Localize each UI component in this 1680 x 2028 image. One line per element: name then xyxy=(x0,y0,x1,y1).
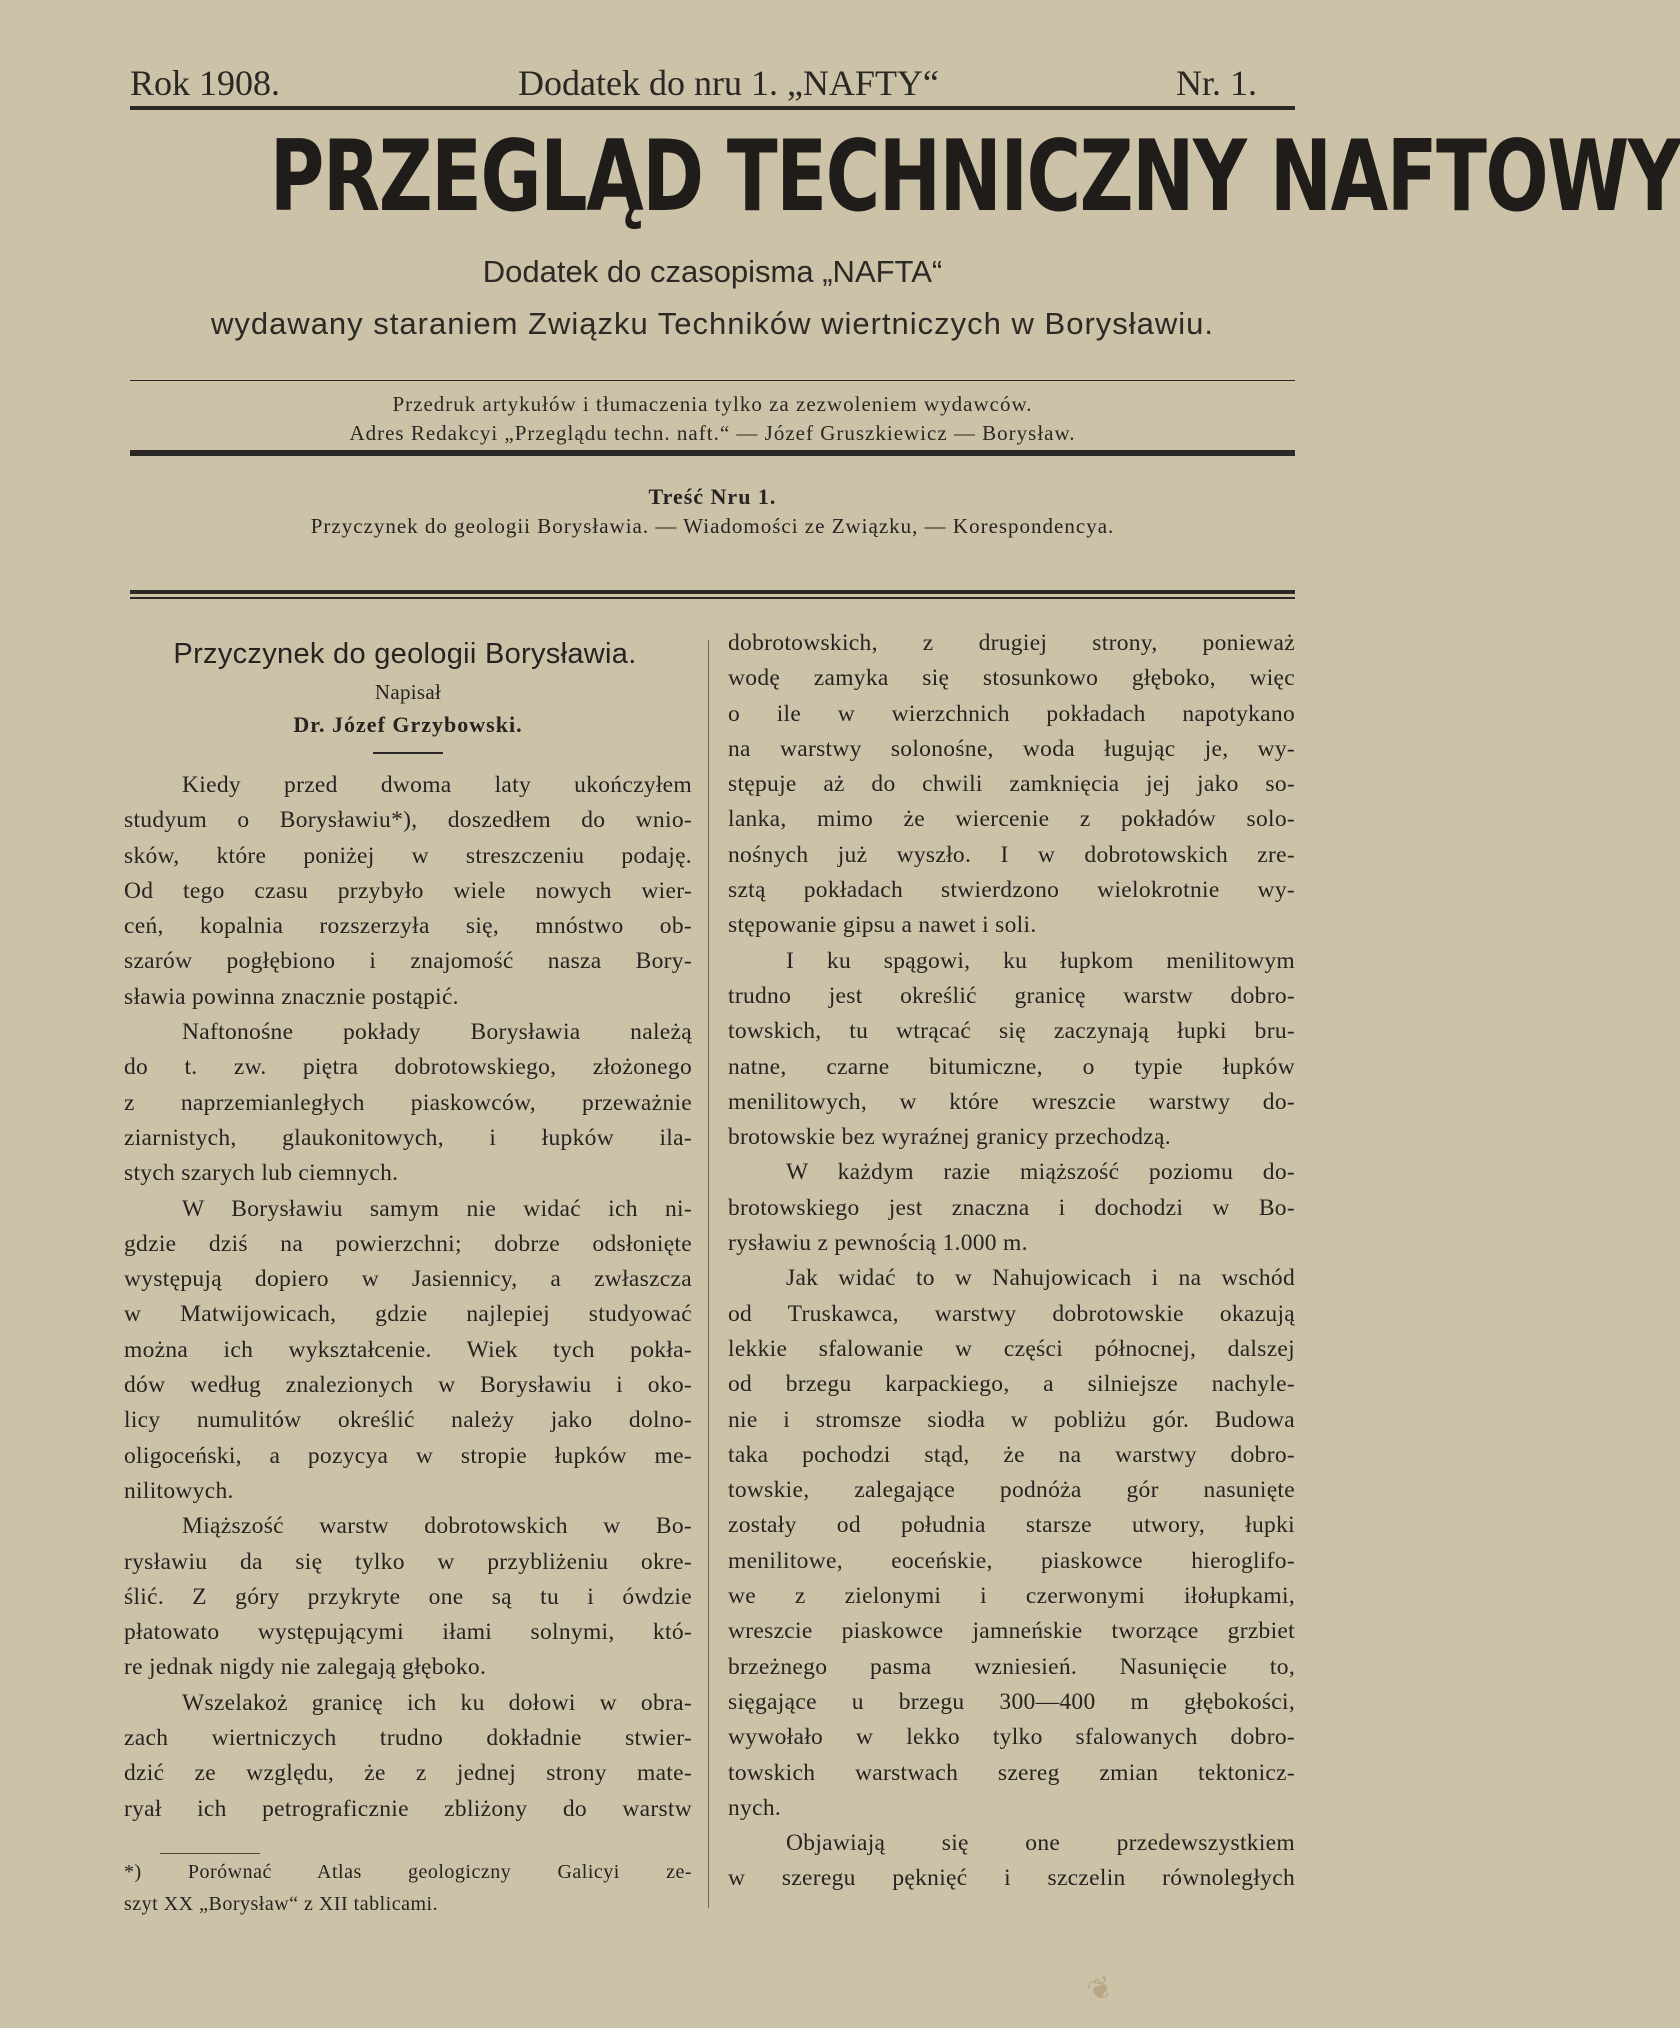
text-line: do t. zw. piętra dobrotowskiego, złożonego xyxy=(124,1054,692,1081)
text-line: nie i stromsze siodła w pobliżu gór. Budowa xyxy=(728,1406,1295,1433)
text-line: dów według znalezionych w Borysławiu i oko- xyxy=(124,1372,692,1399)
text-line: Miąższość warstw dobrotowskich w Bo- xyxy=(182,1513,692,1540)
text-line: trudno jest określić granicę warstw dobro- xyxy=(728,982,1295,1009)
text-line: sięgające u brzegu 300—400 m głębokości, xyxy=(728,1688,1295,1715)
text-line: stych szarych lub ciemnych. xyxy=(124,1160,399,1187)
text-line: rysławiu z pewnością 1.000 m. xyxy=(728,1230,1028,1257)
contents-items: Przyczynek do geologii Borysławia. — Wiadomości ze Związku, — Korespondencya. xyxy=(310,514,1115,538)
text-line: towskie, zalegające podnóża gór nasunięte xyxy=(728,1477,1295,1504)
text-line: wodę zamyka się stosunkowo głęboko, więc xyxy=(728,665,1295,692)
footnote-rule xyxy=(160,1853,260,1854)
text-line: licy numulitów określić należy jako dolno- xyxy=(124,1407,692,1434)
text-line: oligoceński, a pozycya w stropie łupków me- xyxy=(124,1442,692,1469)
notice-bottom-rule xyxy=(130,450,1295,456)
right-column-text xyxy=(728,626,1295,1897)
text-line: Objawiają się one przedewszystkiem xyxy=(786,1830,1295,1857)
text-line: sztą pokładach stwierdzono wielokrotnie wy- xyxy=(728,877,1295,904)
header-line xyxy=(130,62,1295,112)
text-line: występują dopiero w Jasiennicy, a zwłaszcza xyxy=(124,1266,692,1293)
text-line: od Truskawca, warstwy dobrotowskie okazują xyxy=(728,1300,1295,1327)
text-line: towskich, tu wtrącać się zaczynają łupki bru- xyxy=(728,1018,1295,1045)
text-line: wywołało w lekko tylko sfalowanych dobro- xyxy=(728,1724,1295,1751)
contents-rule-1 xyxy=(130,590,1295,594)
text-line: re jednak nigdy nie zalegają głęboko. xyxy=(124,1654,487,1681)
text-line: szyt XX „Borysław“ z XII tablicami. xyxy=(124,1893,439,1915)
text-line: W Borysławiu samym nie widać ich ni- xyxy=(182,1195,692,1222)
text-line: taka pochodzi stąd, że na warstwy dobro- xyxy=(728,1441,1295,1468)
article-title: Przyczynek do geologii Borysławia. xyxy=(173,638,637,670)
footnote xyxy=(124,1856,692,1920)
text-line: Wszelakoż granicę ich ku dołowi w obra- xyxy=(182,1689,692,1716)
text-line: *) Porównać Atlas geologiczny Galicyi ze- xyxy=(124,1861,692,1883)
text-line: lekkie sfalowanie w części północnej, dalszej xyxy=(728,1335,1295,1362)
text-line: I ku spągowi, ku łupkom menilitowym xyxy=(786,947,1295,974)
library-stamp-mark: ❦ xyxy=(1082,1968,1119,2011)
text-line: na warstwy solonośne, woda ługując je, wy- xyxy=(728,735,1295,762)
text-line: nośnych już wyszło. I w dobrotowskich zre- xyxy=(728,841,1295,868)
text-line: Jak widać to w Nahujowicach i na wschód xyxy=(786,1265,1295,1292)
article-byline: Napisał xyxy=(374,680,442,704)
text-line: dobrotowskich, z drugiej strony, ponieważ xyxy=(728,630,1295,656)
text-line: wreszcie piaskowce jamneńskie tworzące grzbiet xyxy=(728,1618,1295,1645)
text-line: ceń, kopalnia rozszerzyła się, mnóstwo ob- xyxy=(124,913,692,940)
text-line: ziarnistych, glaukonitowych, i łupków ila- xyxy=(124,1124,692,1151)
left-column xyxy=(124,632,692,1827)
text-line: o ile w wierzchnich pokładach napotykano xyxy=(728,700,1295,727)
text-line: lanka, mimo że wiercenie z pokładów solo- xyxy=(728,806,1295,833)
article-author: Dr. Józef Grzybowski. xyxy=(293,712,523,737)
text-line: gdzie dziś na powierzchni; dobrze odsłonięte xyxy=(124,1230,692,1257)
text-line: stępuje aż do chwili zamknięcia jej jako so- xyxy=(728,771,1295,798)
notice-top-rule xyxy=(130,380,1295,381)
text-line: Od tego czasu przybyło wiele nowych wier- xyxy=(124,877,692,904)
masthead-publisher-line: wydawany staraniem Związku Techników wiertniczych w Borysławiu. xyxy=(210,306,1215,341)
contents-heading: Treść Nru 1. xyxy=(648,484,777,509)
right-column xyxy=(728,626,1295,1897)
text-line: w Matwijowicach, gdzie najlepiej studyować xyxy=(124,1301,692,1328)
contents-rule-2 xyxy=(130,597,1295,599)
text-line: Kiedy przed dwoma laty ukończyłem xyxy=(182,772,692,798)
text-line: natne, czarne bitumiczne, o typie łupków xyxy=(728,1053,1295,1080)
text-line: brzeżnego pasma wzniesień. Nasunięcie to, xyxy=(728,1653,1295,1680)
header-rule xyxy=(130,106,1295,110)
text-line: płatowato występującymi iłami solnymi, któ- xyxy=(124,1619,692,1646)
text-line: nilitowych. xyxy=(124,1477,234,1504)
issue-number: Nr. 1. xyxy=(1176,63,1257,103)
text-line: z naprzemianległych piaskowców, przeważnie xyxy=(124,1089,692,1116)
text-line: od brzegu karpackiego, a silniejsze nachyle- xyxy=(728,1371,1295,1398)
column-divider xyxy=(708,640,709,1908)
text-line: rysławiu da się tylko w przybliżeniu okre- xyxy=(124,1548,692,1575)
text-line: można ich wykształcenie. Wiek tych pokła- xyxy=(124,1336,692,1363)
text-line: ryał ich petrograficznie zbliżony do warstw xyxy=(124,1795,692,1822)
text-line: sków, które poniżej w streszczeniu podaję. xyxy=(124,842,692,869)
title-separator xyxy=(373,752,443,754)
reprint-notice: Przedruk artykułów i tłumaczenia tylko za zezwoleniem wydawców. xyxy=(392,392,1033,416)
supplement-note: Dodatek do nru 1. „NAFTY“ xyxy=(518,63,939,103)
text-line: dzić ze względu, że z jednej strony mate- xyxy=(124,1760,692,1787)
text-line: towskich warstwach szereg zmian tektonicz- xyxy=(728,1759,1295,1786)
text-line: brotowskiego jest znaczna i dochodzi w Bo- xyxy=(728,1194,1295,1221)
text-line: menilitowe, eoceńskie, piaskowce hieroglifo- xyxy=(728,1547,1295,1574)
text-line: nych. xyxy=(728,1794,782,1821)
text-line: W każdym razie miąższość poziomu do- xyxy=(786,1159,1295,1186)
text-line: szarów pogłębiono i znajomość nasza Bory- xyxy=(124,948,692,975)
text-line: zostały od południa starsze utwory, łupki xyxy=(728,1512,1295,1539)
text-line: studyum o Borysławiu*), doszedłem do wnio- xyxy=(124,807,692,834)
editorial-address: Adres Redakcyi „Przeglądu techn. naft.“ — Józef Gruszkiewicz — Borysław. xyxy=(349,421,1076,445)
left-column-text xyxy=(124,768,692,1827)
text-line: w szeregu pęknięć i szczelin równoległych xyxy=(728,1865,1295,1892)
text-line: we z zielonymi i czerwonymi iłołupkami, xyxy=(728,1583,1295,1610)
masthead-title: PRZEGLĄD TECHNICZNY NAFTOWY xyxy=(269,120,1680,234)
text-line: sławia powinna znacznie postąpić. xyxy=(124,983,459,1010)
masthead-subtitle: Dodatek do czasopisma „NAFTA“ xyxy=(482,254,943,289)
text-line: menilitowych, w które wreszcie warstwy do- xyxy=(728,1088,1295,1115)
text-line: brotowskie bez wyraźnej granicy przechodzą. xyxy=(728,1124,1171,1151)
text-line: ślić. Z góry przykryte one są tu i ówdzie xyxy=(124,1583,692,1610)
text-line: Naftonośne pokłady Borysławia należą xyxy=(182,1019,692,1046)
text-line: stępowanie gipsu a nawet i soli. xyxy=(728,912,1037,939)
issue-year: Rok 1908. xyxy=(130,63,281,103)
text-line: zach wiertniczych trudno dokładnie stwier- xyxy=(124,1725,692,1752)
